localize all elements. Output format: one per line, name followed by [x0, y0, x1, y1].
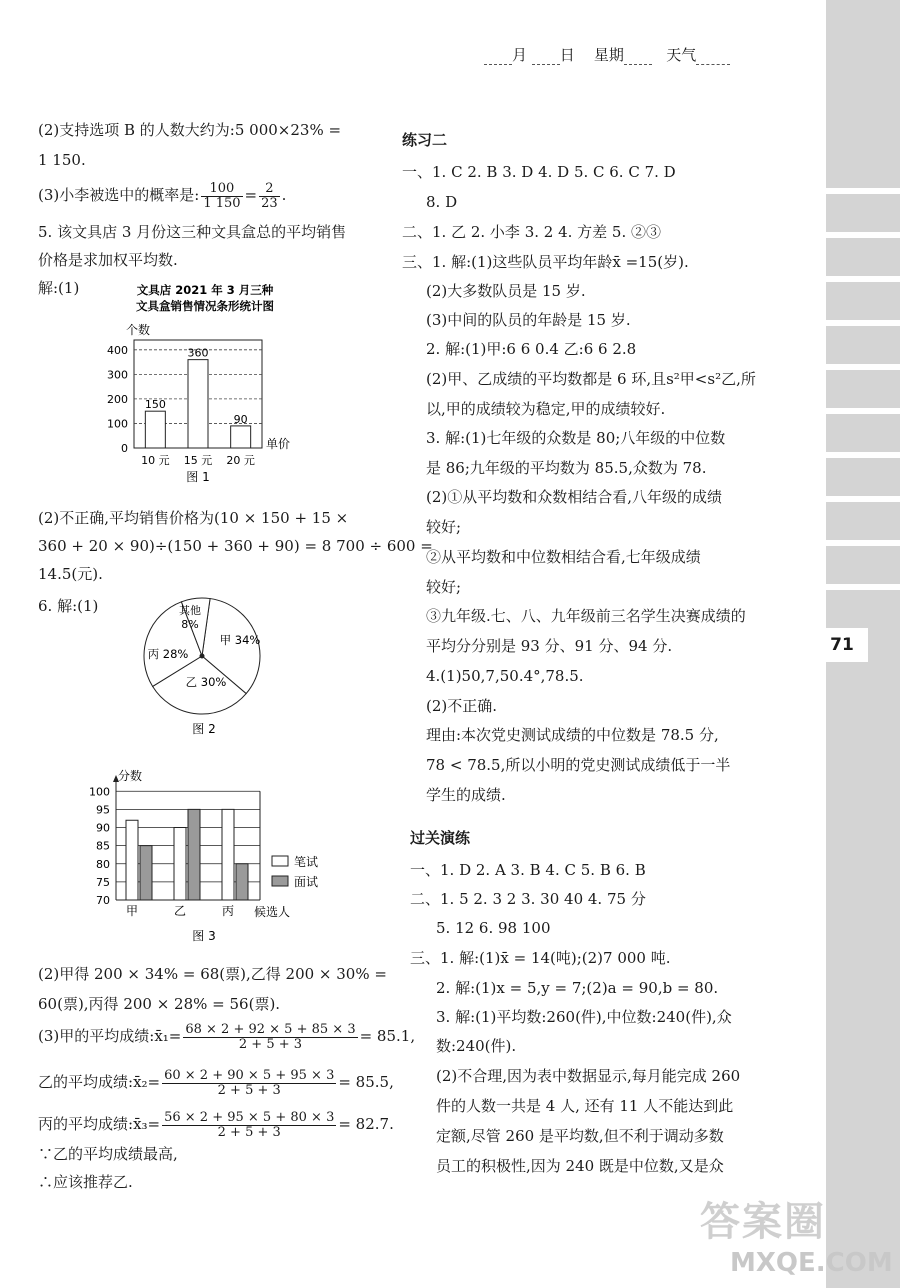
right-line: 较好; [426, 578, 462, 596]
chart1-x-tick: 20 元 [226, 454, 255, 467]
right-line: 4.(1)50,7,50.4°,78.5. [426, 667, 584, 685]
chart3-y-tick: 70 [96, 894, 110, 907]
chart3-x-tick: 乙 [173, 904, 187, 918]
right-line: (2)不合理,因为表中数据显示,每月能完成 260 [436, 1067, 741, 1085]
watermark-url: MXQE.COM [730, 1248, 893, 1278]
chart1-y-tick: 200 [107, 392, 128, 406]
right-line: 8. D [426, 193, 458, 211]
right-line: 三、1. 解:(1)这些队员平均年龄x̄ =15(岁). [402, 253, 689, 271]
chart3-bar-interview [188, 809, 200, 900]
right-line: 以,甲的成绩较为稳定,甲的成绩较好. [426, 400, 666, 418]
left-line-probability: (3)小李被选中的概率是: $\frac{100}{1 150}$ = $\frac{2}{23}$ . [38, 180, 287, 211]
header-month: 月 [512, 46, 528, 64]
chart1-x-tick: 10 元 [141, 454, 170, 467]
left-line: (2)不正确,平均销售价格为(10 × 150 + 15 × [38, 509, 349, 527]
left-line: 1 150. [38, 151, 86, 169]
left-line-avg-a: (3)甲的平均成绩:x̄₁= $\frac{68 \times 2 + 92 \times 5 + 85 \times 3}{2 + 5 + 3}$ = 85.1, [38, 1021, 416, 1052]
right-line: 3. 解:(1)七年级的众数是 80;八年级的中位数 [426, 429, 726, 447]
left-line: 60(票),丙得 200 × 28% = 56(票). [38, 995, 281, 1013]
header-weekday: 星期 [593, 46, 624, 64]
chart1-title-line1: 文具店 2021 年 3 月三种 [136, 283, 274, 297]
right-line: 三、1. 解:(1)x̄ = 14(吨);(2)7 000 吨. [410, 949, 671, 967]
chart1-y-tick: 100 [107, 417, 128, 431]
chart2-caption: 图 2 [192, 722, 216, 736]
right-line: 较好; [426, 518, 462, 536]
chart1-y-tick: 0 [121, 442, 128, 455]
chart3-caption: 图 3 [192, 929, 216, 943]
left-line-avg-c: 丙的平均成绩:x̄₃= $\frac{56 \times 2 + 95 \times 5 + 80 \times 3}{2 + 5 + 3}$ = 82.7. [38, 1109, 394, 1140]
watermark-logo: 答案圈 [700, 1199, 826, 1245]
left-line: ∵乙的平均成绩最高, [38, 1145, 178, 1163]
chart3-legend-label: 面试 [294, 875, 319, 889]
chart3-y-tick: 95 [96, 803, 110, 817]
chart1-data-label: 90 [233, 412, 248, 426]
chart3-bar-written [126, 820, 138, 900]
left-line: (2)甲得 200 × 34% = 68(票),乙得 200 × 30% = [38, 965, 387, 983]
right-line: ②从平均数和中位数相结合看,七年级成绩 [426, 548, 701, 566]
left-line: 360 + 20 × 90)÷(150 + 360 + 90) = 8 700 ÷ 600 = [38, 537, 433, 555]
bar-chart-3 [84, 768, 344, 948]
chart2-slice-label: 其他 [179, 604, 201, 617]
chart1-xlabel: 单价 [266, 437, 291, 451]
header-weather: 天气 [666, 46, 697, 64]
right-line: (3)中间的队员的年龄是 15 岁. [426, 311, 631, 329]
chart3-x-tick: 丙 [221, 904, 235, 918]
right-line: 定额,尽管 260 是平均数,但不利于调动多数 [436, 1127, 724, 1145]
chart3-bar-interview [140, 846, 152, 900]
chart1-ylabel: 个数 [126, 323, 151, 337]
chart3-ylabel: 分数 [118, 769, 143, 783]
chart1-bar [145, 411, 165, 448]
chart3-bar-interview [236, 864, 248, 900]
right-line: 2. 解:(1)x = 5,y = 7;(2)a = 90,b = 80. [436, 979, 719, 997]
chart3-y-tick: 85 [96, 839, 110, 853]
left-line: 解:(1) [38, 279, 80, 297]
right-line: 一、1. C 2. B 3. D 4. D 5. C 6. C 7. D [402, 163, 676, 181]
left-line: (2)支持选项 B 的人数大约为:5 000×23% = [38, 121, 342, 139]
chart3-bar-written [222, 809, 234, 900]
chart3-legend-label: 笔试 [294, 855, 319, 869]
right-line: 二、1. 5 2. 3 2 3. 30 40 4. 75 分 [410, 890, 646, 908]
left-line: 14.5(元). [38, 565, 103, 583]
chart3-xlabel: 候选人 [254, 905, 291, 919]
right-line: ③九年级.七、八、九年级前三名学生决赛成绩的 [426, 607, 746, 625]
right-line: 学生的成绩. [426, 786, 506, 804]
chart2-slice-label: 8% [181, 618, 199, 631]
right-line: 是 86;九年级的平均数为 85.5,众数为 78. [426, 459, 707, 477]
right-line: 平均分分别是 93 分、91 分、94 分. [426, 637, 673, 655]
chart1-bar [231, 426, 251, 448]
section-title-practice-2: 练习二 [402, 131, 448, 149]
left-line: 6. 解:(1) [38, 597, 99, 615]
right-line: (2)①从平均数和众数相结合看,八年级的成绩 [426, 488, 723, 506]
bar-chart-1 [90, 278, 350, 488]
right-line: (2)大多数队员是 15 岁. [426, 282, 586, 300]
chart3-y-tick: 75 [96, 875, 110, 889]
chart1-title-line2: 文具盒销售情况条形统计图 [136, 299, 274, 313]
chart2-slice-label: 丙 28% [147, 647, 189, 661]
chart1-data-label: 360 [187, 346, 209, 360]
header-date [484, 44, 730, 65]
chart3-bar-written [174, 828, 186, 901]
right-line: 5. 12 6. 98 100 [436, 919, 551, 937]
chart3-y-tick: 100 [89, 785, 110, 799]
right-line: 员工的积极性,因为 240 既是中位数,又是众 [436, 1157, 724, 1175]
chart3-legend-swatch [272, 876, 288, 886]
chart1-y-tick: 400 [107, 343, 128, 357]
right-line: 二、1. 乙 2. 小李 3. 2 4. 方差 5. ②③ [402, 223, 662, 241]
left-line: ∴应该推荐乙. [38, 1173, 133, 1191]
chart1-caption: 图 1 [186, 470, 210, 484]
chart2-center-dot [200, 654, 205, 659]
right-line: (2)甲、乙成绩的平均数都是 6 环,且s²甲<s²乙,所 [426, 370, 756, 388]
chart3-x-tick: 甲 [125, 904, 139, 918]
left-line: 5. 该文具店 3 月份这三种文具盒总的平均销售 [38, 223, 347, 241]
pie-chart-2 [136, 592, 276, 742]
page-number: 71 [816, 628, 868, 662]
chart3-y-tick: 90 [96, 821, 110, 835]
right-line: 件的人数一共是 4 人, 还有 11 人不能达到此 [436, 1097, 734, 1115]
right-line: 数:240(件). [436, 1037, 517, 1055]
chart1-bar [188, 360, 208, 448]
chart2-slice-label: 甲 34% [219, 633, 261, 647]
chart1-y-tick: 300 [107, 368, 128, 382]
right-line: 理由:本次党史测试成绩的中位数是 78.5 分, [426, 726, 719, 744]
chart3-y-tick: 80 [96, 857, 110, 871]
chart1-x-tick: 15 元 [183, 454, 213, 467]
left-line-avg-b: 乙的平均成绩:x̄₂= $\frac{60 \times 2 + 90 \times 5 + 95 \times 3}{2 + 5 + 3}$ = 85.5, [38, 1067, 394, 1098]
chart2-slice-label: 乙 30% [185, 675, 227, 689]
right-line: 78 < 78.5,所以小明的党史测试成绩低于一半 [426, 756, 731, 774]
header-day: 日 [559, 46, 575, 64]
chart1-data-label: 150 [144, 398, 166, 412]
chart3-legend-swatch [272, 856, 288, 866]
right-line: 3. 解:(1)平均数:260(件),中位数:240(件),众 [436, 1008, 732, 1026]
right-line: 一、1. D 2. A 3. B 4. C 5. B 6. B [410, 861, 646, 879]
right-line: 2. 解:(1)甲:6 6 0.4 乙:6 6 2.8 [426, 340, 637, 358]
section-title-review: 过关演练 [410, 829, 471, 847]
right-line: (2)不正确. [426, 697, 498, 715]
left-line: 价格是求加权平均数. [38, 251, 178, 269]
